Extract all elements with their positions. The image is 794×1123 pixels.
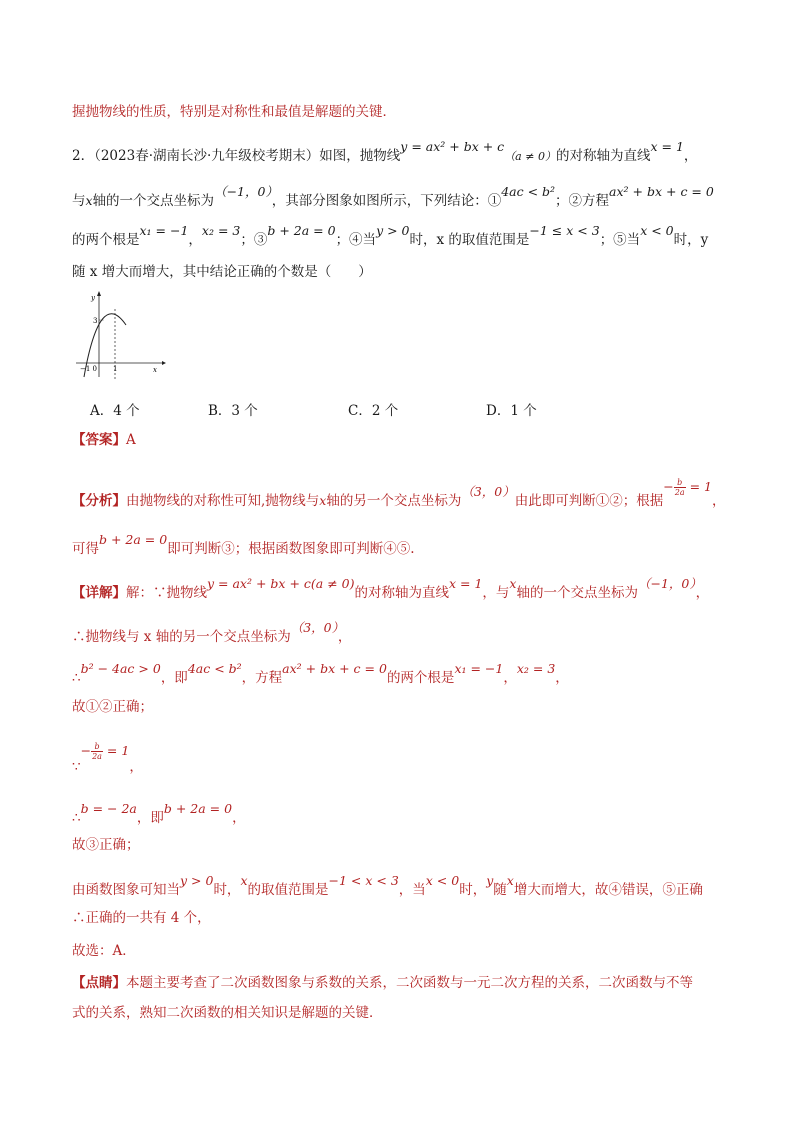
x-var: x [240, 873, 248, 888]
answer-line [72, 430, 136, 450]
detail-line-1 [72, 576, 710, 603]
question-line-3 [72, 223, 709, 250]
question-number: 2． [72, 148, 95, 164]
separator: ， [503, 670, 517, 686]
detail-line-9: ∴正确的一共有 4 个， [72, 910, 211, 926]
detail-line-3 [72, 661, 569, 688]
therefore-sign: ∴ [72, 810, 81, 826]
detail-expr: b = − 2a [80, 801, 137, 816]
conclusion-4-expr: y > 0 [376, 223, 410, 238]
other-intersection-point: （3，0） [461, 484, 515, 499]
detail-line-7: 故③正确； [72, 837, 140, 853]
detail-text: ， [232, 810, 246, 826]
detail-line-6 [72, 801, 246, 828]
axis-formula [663, 478, 712, 497]
analysis-text: ， [712, 493, 726, 509]
detail-expr: 4ac < b² [187, 661, 242, 676]
detail-text: 时， [459, 882, 487, 898]
equals-one: = 1 [106, 743, 130, 758]
axis-formula [80, 742, 130, 761]
equals-one: = 1 [689, 479, 712, 494]
range-expr: −1 < x < 3 [328, 873, 399, 888]
range-expr: −1 ≤ x < 3 [529, 223, 600, 238]
detail-text: ， [129, 759, 143, 775]
question-text: 如图，抛物线 [319, 148, 401, 164]
root-2: x₂ = 3 [201, 223, 241, 238]
comment-line-2: 式的关系，熟知二次函数的相关知识是解题的关键． [72, 1005, 383, 1021]
minus-sign: − [663, 479, 674, 494]
therefore-sign: ∴ [72, 670, 81, 686]
y-var: y [486, 873, 494, 888]
x-axis-arrow [162, 361, 166, 365]
choice-a: A．4 个 [90, 403, 140, 419]
detail-line-5 [72, 742, 143, 777]
comment-tag: 【点睛】 [72, 975, 126, 991]
question-text: ，其部分图象如图所示，下列结论： [271, 193, 488, 209]
detail-line-2 [72, 620, 352, 647]
analysis-line-1 [72, 478, 726, 511]
question-text: 轴的一个交点坐标为 [92, 193, 215, 209]
detail-line-8 [72, 873, 703, 900]
fraction [91, 742, 103, 761]
analysis-tag: 【分析】 [72, 493, 126, 509]
y-axis-arrow [97, 291, 101, 296]
detail-text: ，与 [482, 585, 510, 601]
fraction [674, 478, 686, 497]
analysis-text: 可得 [72, 541, 99, 557]
discriminant-expr: b² − 4ac > 0 [80, 661, 161, 676]
detail-expr: b + 2a = 0 [163, 801, 233, 816]
detail-point-2: （3，0） [290, 620, 338, 635]
question-text: ， [683, 148, 698, 164]
fraction-denominator: 2a [92, 752, 102, 761]
analysis-text: 由抛物线的对称性可知,抛物线与 [126, 493, 320, 509]
detail-point: （−1，0） [637, 576, 696, 591]
detail-text: 的两个根是 [386, 670, 455, 686]
question-line-2 [72, 184, 714, 211]
detail-line-4: 故①②正确； [72, 699, 153, 715]
conclusion-2-mark: ；②方程 [555, 193, 610, 209]
choice-c: C．2 个 [348, 403, 399, 419]
detail-text: 的对称轴为直线 [354, 585, 449, 601]
question-line-4: 随 x 增大而增大，其中结论正确的个数是（ ） [72, 264, 372, 280]
detail-text: ， [695, 585, 710, 601]
fraction-denominator: 2a [674, 488, 685, 497]
question-text: 的对称轴为直线 [555, 148, 651, 164]
x-var: x [85, 193, 93, 208]
x-var: x [319, 493, 327, 508]
detail-expr: x < 0 [425, 873, 460, 888]
axis-equation: x = 1 [650, 139, 684, 154]
question-line-1 [72, 139, 698, 167]
y-intercept-label: 3 [93, 317, 98, 325]
question-text: 与 [72, 193, 86, 209]
root-1: x₁ = −1 [454, 661, 504, 676]
intro-line: 握抛物线的性质，特别是对称性和最值是解题的关键． [72, 104, 396, 120]
x-var: x [506, 873, 514, 888]
origin-label: −1 0 [80, 365, 97, 373]
conclusion-3-mark: ；③ [240, 232, 268, 248]
detail-text: 随 [493, 882, 507, 898]
conclusion-3-expr: b + 2a = 0 [267, 223, 336, 238]
conclusion-1-mark: ① [487, 193, 502, 209]
analysis-text: 由此即可判断①②；根据 [514, 493, 664, 509]
question-source: （2023春·湖南长沙·九年级校考期末） [94, 148, 320, 164]
parabola-graph [72, 289, 168, 381]
conclusion-2-expr: ax² + bx + c = 0 [609, 184, 714, 199]
detail-text: ，即 [160, 670, 188, 686]
detail-expr: ax² + bx + c = 0 [282, 661, 387, 676]
choice-d: D．1 个 [486, 403, 537, 419]
detail-expr: y > 0 [180, 873, 214, 888]
intersection-point: （−1，0） [214, 184, 272, 199]
detail-text: 解：∵抛物线 [126, 585, 207, 601]
conclusion-5-mark: ；⑤当 [599, 232, 641, 248]
minus-sign: − [80, 743, 92, 758]
x-one-label: 1 [113, 365, 118, 373]
conclusion-1-expr: 4ac < b² [501, 184, 556, 199]
detail-line-10: 故选：A． [72, 943, 136, 959]
detail-text: ，当 [398, 882, 426, 898]
detail-text: ， [337, 629, 352, 645]
detail-text: 增大而增大，故④错误，⑤正确 [513, 882, 703, 898]
fraction-numerator: b [674, 478, 686, 488]
x-axis-label: x [153, 366, 157, 374]
conclusion-5-expr: x < 0 [640, 223, 674, 238]
comment-line-1 [72, 973, 693, 993]
detail-text: 时， [213, 882, 241, 898]
question-text: 时，y [673, 232, 709, 248]
choice-b: B．3 个 [208, 403, 258, 419]
question-text: 时，x 的取值范围是 [409, 232, 530, 248]
analysis-line-2 [72, 532, 415, 559]
answer-tag: 【答案】 [72, 432, 126, 448]
a-condition: （a ≠ 0） [504, 150, 556, 163]
because-sign: ∵ [72, 759, 81, 775]
root-2: x₂ = 3 [516, 661, 556, 676]
detail-text: ，方程 [241, 670, 283, 686]
x-var: x [509, 576, 517, 591]
root-1: x₁ = −1 [139, 223, 189, 238]
detail-text: 轴的一个交点坐标为 [516, 585, 638, 601]
analysis-text: 轴的另一个交点坐标为 [326, 493, 462, 509]
detail-text: 由函数图象可知当 [72, 882, 180, 898]
analysis-expr: b + 2a = 0 [99, 532, 168, 547]
detail-tag: 【详解】 [72, 585, 126, 601]
detail-axis-expr: x = 1 [448, 576, 483, 591]
y-axis-label: y [91, 294, 95, 302]
detail-text: ∴抛物线与 x 轴的另一个交点坐标为 [72, 629, 291, 645]
question-text: 的两个根是 [72, 232, 140, 248]
answer-value: A [126, 432, 136, 448]
separator: ， [188, 232, 202, 248]
detail-text: ，即 [136, 810, 164, 826]
conclusion-4-mark: ；④当 [335, 232, 377, 248]
parabola-equation: y = ax² + bx + c [400, 139, 505, 154]
detail-parabola-expr: y = ax² + bx + c(a ≠ 0) [207, 576, 355, 591]
detail-text: 的取值范围是 [247, 882, 329, 898]
fraction-numerator: b [91, 742, 103, 752]
analysis-text: 即可判断③；根据函数图象即可判断④⑤. [167, 541, 415, 557]
comment-text: 本题主要考查了二次函数图象与系数的关系，二次函数与一元二次方程的关系，二次函数与不等 [126, 975, 693, 991]
detail-text: ， [555, 670, 569, 686]
